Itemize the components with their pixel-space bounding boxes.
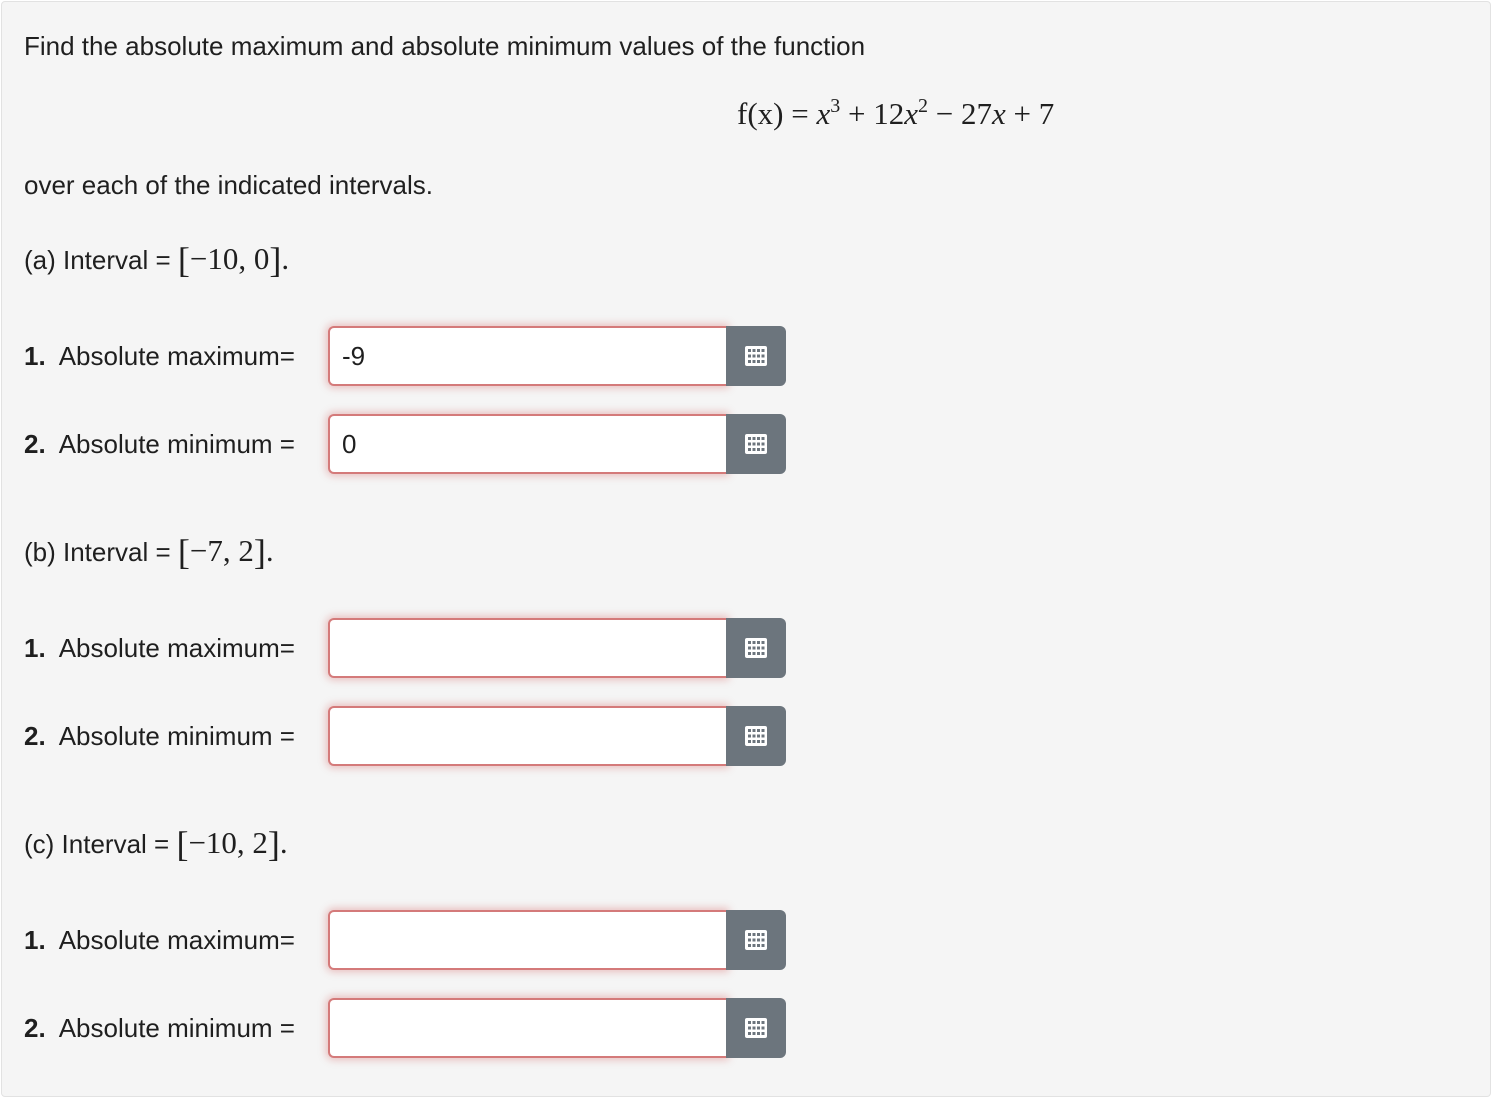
part-c-max-input[interactable]	[328, 910, 727, 970]
keyboard-grid-icon	[744, 1017, 768, 1039]
part-c-max-keypad-button[interactable]	[726, 910, 786, 970]
part-a-min-field	[328, 414, 786, 474]
part-c-max-label: 1. Absolute maximum=	[24, 925, 295, 955]
keyboard-grid-icon	[744, 725, 768, 747]
part-b-max-label: 1. Absolute maximum=	[24, 633, 295, 663]
part-a-max-field	[328, 326, 786, 386]
part-a-max-label: 1. Absolute maximum=	[24, 341, 295, 371]
part-b-max-field	[328, 618, 786, 678]
keyboard-grid-icon	[744, 929, 768, 951]
part-a-interval-heading: (a) Interval = [−10, 0].	[24, 240, 290, 280]
part-a-max-input[interactable]: -9	[328, 326, 727, 386]
part-b-min-field	[328, 706, 786, 766]
part-a-min-keypad-button[interactable]	[726, 414, 786, 474]
part-c-min-keypad-button[interactable]	[726, 998, 786, 1058]
part-c-min-field	[328, 998, 786, 1058]
part-b-max-input[interactable]	[328, 618, 727, 678]
part-a-min-input[interactable]: 0	[328, 414, 727, 474]
part-a-max-keypad-button[interactable]	[726, 326, 786, 386]
part-c-interval-heading: (c) Interval = [−10, 2].	[24, 824, 288, 864]
keyboard-grid-icon	[744, 345, 768, 367]
part-c-max-field	[328, 910, 786, 970]
part-c-min-label: 2. Absolute minimum =	[24, 1013, 295, 1043]
part-c-min-input[interactable]	[328, 998, 727, 1058]
part-b-min-label: 2. Absolute minimum =	[24, 721, 295, 751]
keyboard-grid-icon	[744, 433, 768, 455]
part-b-max-keypad-button[interactable]	[726, 618, 786, 678]
keyboard-grid-icon	[744, 637, 768, 659]
function-formula: $f(x) = x^3 + 12x^2 - 27x + 7$	[737, 95, 1055, 131]
part-b-min-keypad-button[interactable]	[726, 706, 786, 766]
part-a-min-label: 2. Absolute minimum =	[24, 429, 295, 459]
part-b-interval-heading: (b) Interval = [−7, 2].	[24, 532, 274, 572]
question-outro: over each of the indicated intervals.	[24, 170, 434, 200]
question-intro: Find the absolute maximum and absolute minimum values of the function	[24, 31, 866, 61]
part-b-min-input[interactable]	[328, 706, 727, 766]
